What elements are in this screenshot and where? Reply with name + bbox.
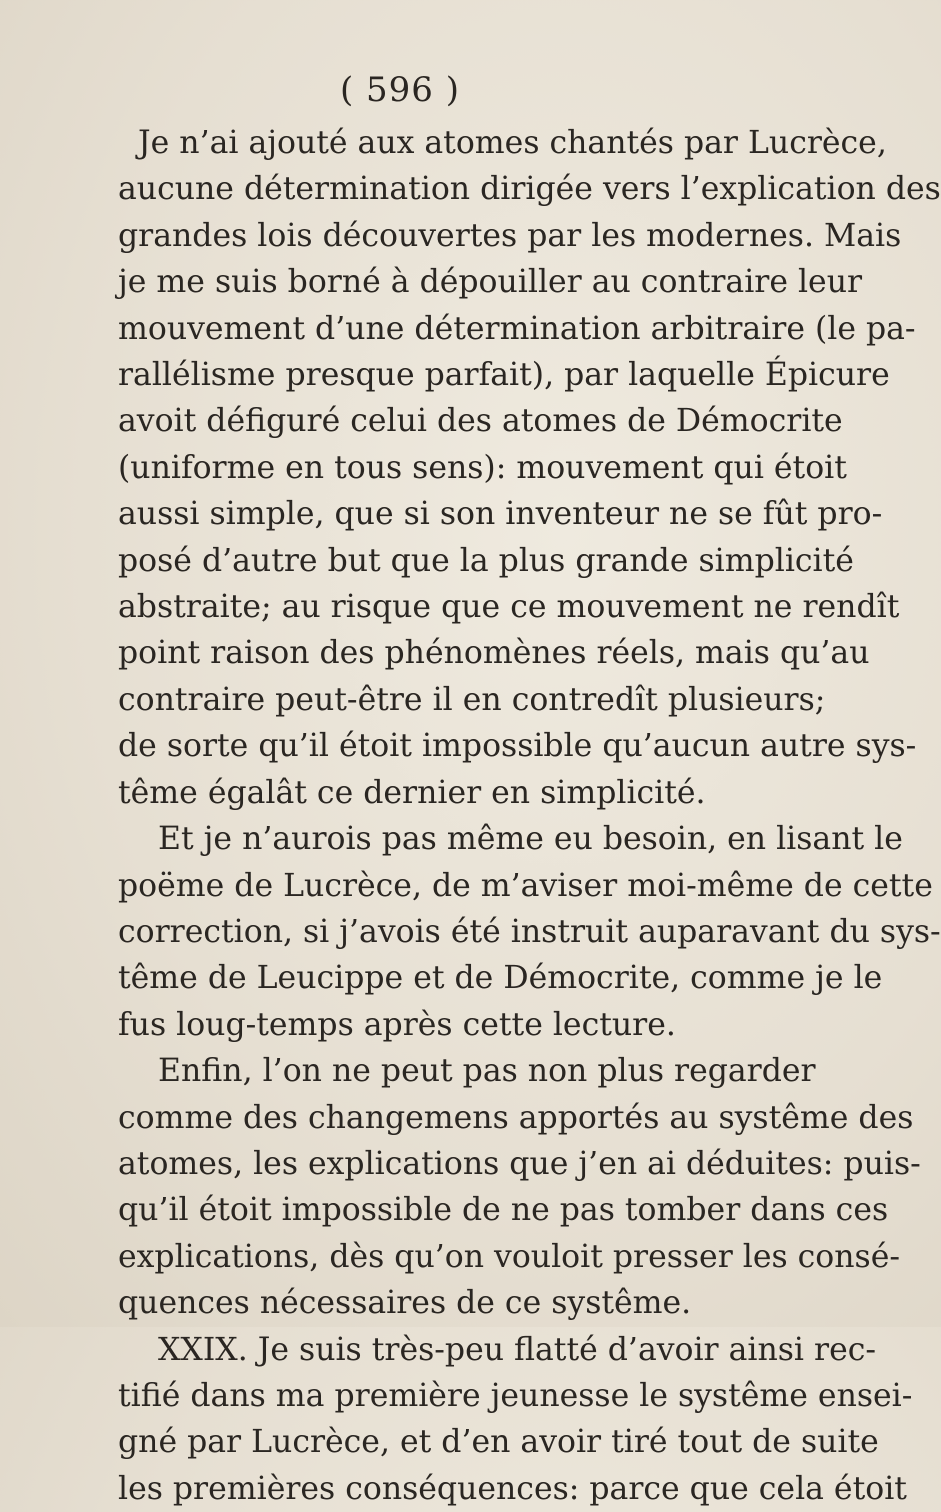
text-line: point raison des phénomènes réels, mais qu’au [118, 635, 870, 672]
text-line: correction, si j’avois été instruit auparavant du sys- [118, 913, 941, 950]
text-line: poëme de Lucrèce, de m’aviser moi-même de cette [118, 867, 933, 904]
text-line: tifié dans ma première jeunesse le systême ensei- [118, 1377, 913, 1414]
text-line: tême égalât ce dernier en simplicité. [118, 774, 706, 811]
text-line: les premières conséquences: parce que cela étoit [118, 1470, 907, 1507]
page-number: ( 596 ) [339, 70, 461, 110]
text-line: posé d’autre but que la plus grande simplicité [118, 542, 854, 579]
text-line: de sorte qu’il étoit impossible qu’aucun autre sys- [118, 728, 917, 765]
text-line: Et je n’aurois pas même eu besoin, en lisant le [158, 821, 903, 858]
text-line: mouvement d’une détermination arbitraire (le pa- [118, 310, 916, 347]
text-line: comme des changemens apportés au systême des [118, 1099, 914, 1136]
text-line: tême de Leucippe et de Démocrite, comme je le [118, 960, 883, 997]
text-line: avoit défiguré celui des atomes de Démocrite [118, 403, 843, 440]
text-line: grandes lois découvertes par les modernes. Mais [118, 217, 902, 254]
text-line: rallélisme presque parfait), par laquelle Épicure [118, 357, 890, 394]
body-text [118, 120, 941, 1512]
text-line: abstraite; au risque que ce mouvement ne rendît [118, 589, 900, 626]
text-line: (uniforme en tous sens): mouvement qui étoit [118, 449, 847, 486]
text-line: atomes, les explications que j’en ai déduites: puis- [118, 1145, 921, 1182]
text-line: Je n’ai ajouté aux atomes chantés par Lucrèce, [138, 125, 887, 161]
text-line: aucune détermination dirigée vers l’explication des [118, 171, 941, 208]
text-line: qu’il étoit impossible de ne pas tomber dans ces [118, 1192, 889, 1229]
text-line: fus loug-temps après cette lecture. [118, 1006, 676, 1043]
text-line: quences nécessaires de ce systême. [118, 1285, 692, 1322]
text-line: XXIX. Je suis très-peu flatté d’avoir ainsi rec- [158, 1331, 877, 1368]
text-line: explications, dès qu’on vouloit presser les consé- [118, 1238, 901, 1275]
text-line: aussi simple, que si son inventeur ne se fût pro- [118, 496, 883, 533]
text-line: Enfin, l’on ne peut pas non plus regarder [158, 1053, 816, 1090]
text-line: je me suis borné à dépouiller au contraire leur [118, 264, 863, 301]
text-line: gné par Lucrèce, et d’en avoir tiré tout de suite [118, 1424, 879, 1461]
text-line: contraire peut-être il en contredît plusieurs; [118, 681, 826, 718]
